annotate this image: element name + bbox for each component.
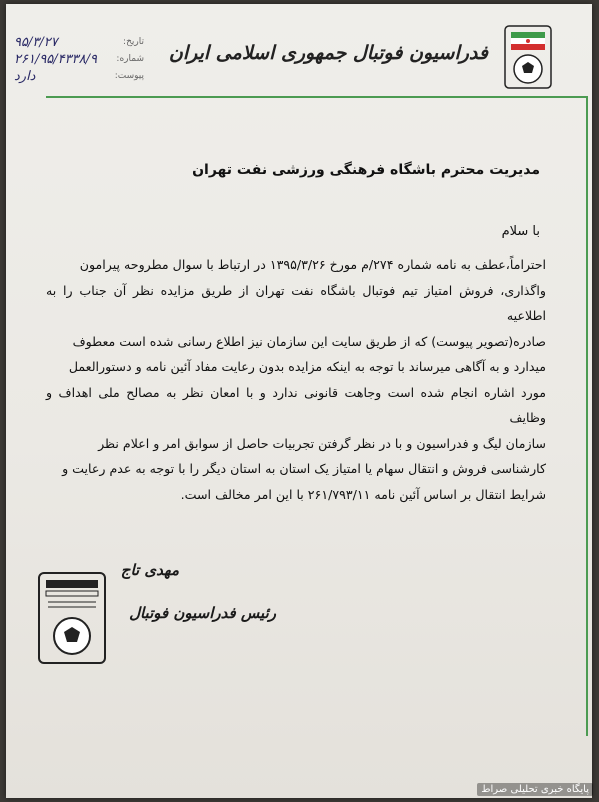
number-value: ۲۶۱/۹۵/۴۳۳۸/۹	[14, 52, 97, 67]
body-line: سازمان لیگ و فدراسیون و با در نظر گرفتن تجربیات حاصل از سوابق امر و اعلام نظر	[98, 435, 546, 451]
letter-body	[46, 252, 546, 507]
greeting: با سلام	[501, 224, 540, 239]
body-line: واگذاری، فروش امتیاز تیم فوتبال باشگاه نفت تهران از طریق مزایده نظر آن جناب را به اطلاعیه	[46, 282, 546, 323]
signer-title: رئیس فدراسیون فوتبال	[129, 604, 276, 622]
signer-name: مهدی تاج	[120, 561, 179, 579]
body-line: شرایط انتقال بر اساس آئین نامه ۲۶۱/۷۹۳/۱۱ با این امر مخالف است.	[180, 486, 546, 502]
date-value: ۹۵/۳/۲۷	[14, 35, 58, 50]
body-line: صادره(تصویر پیوست) که از طریق سایت این سازمان نیز اطلاع رسانی شده است معطوف	[72, 333, 546, 349]
body-line: کارشناسی فروش و انتقال سهام یا امتیاز یک استان به استان دیگر را با توجه به عدم رعایت و	[62, 461, 546, 476]
attachment-label: پیوست:	[114, 71, 144, 81]
date-label: تاریخ:	[123, 37, 144, 47]
federation-stamp-icon	[36, 570, 108, 666]
site-watermark: پایگاه خبری تحلیلی صراط	[477, 783, 593, 796]
margin-line	[586, 96, 588, 736]
header-divider	[46, 96, 588, 98]
federation-emblem-icon	[503, 24, 553, 90]
body-line: مورد اشاره انجام شده است وجاهت قانونی ندارد و با امعان نظر به مصالح ملی اهداف و وظایف	[46, 384, 546, 425]
attachment-value: دارد	[14, 69, 36, 84]
letter-meta	[14, 34, 144, 85]
body-line: احتراماً،عطف به نامه شماره ۲۷۴/م مورخ ۱۳۹۵/۳/۲۶ در ارتباط با سوال مطروحه پیرامون	[79, 257, 546, 272]
organization-name: فدراسیون فوتبال جمهوری اسلامی ایران	[168, 42, 488, 64]
body-line: میدارد و به آگاهی میرساند با توجه به اینکه مزایده بدون رعایت مفاد آئین نامه و دستورالعمل	[68, 359, 546, 374]
recipient-line: مدیریت محترم باشگاه فرهنگی ورزشی نفت تهران	[192, 162, 540, 178]
letter-paper	[6, 4, 592, 798]
number-label: شماره:	[116, 54, 144, 64]
